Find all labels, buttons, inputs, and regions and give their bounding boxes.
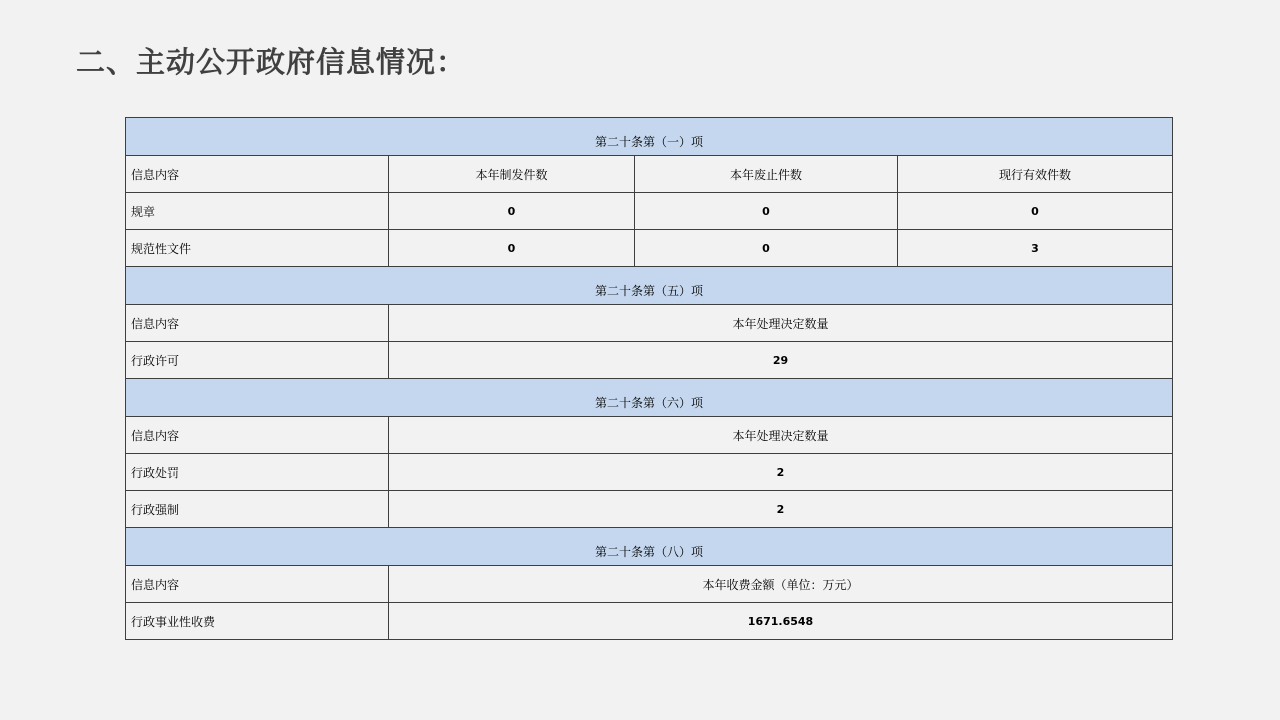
section-header: 第二十条第（八）项 xyxy=(126,528,1173,566)
decision-count: 2 xyxy=(389,454,1173,491)
table-row xyxy=(126,491,1173,528)
row-label: 规章 xyxy=(126,193,389,230)
section-header-row xyxy=(126,528,1173,566)
table-row xyxy=(126,193,1173,230)
row-label: 行政处罚 xyxy=(126,454,389,491)
column-header-decisions: 本年处理决定数量 xyxy=(389,417,1173,454)
column-header-content: 信息内容 xyxy=(126,305,389,342)
section-header: 第二十条第（一）项 xyxy=(126,118,1173,156)
section-header-row xyxy=(126,379,1173,417)
column-header-row xyxy=(126,566,1173,603)
page-title: 二、主动公开政府信息情况： xyxy=(76,45,467,79)
table-row xyxy=(126,342,1173,379)
valid-count: 3 xyxy=(898,230,1173,267)
column-header-content: 信息内容 xyxy=(126,417,389,454)
row-label: 行政事业性收费 xyxy=(126,603,389,640)
column-header-fees: 本年收费金额（单位：万元） xyxy=(389,566,1173,603)
section-header: 第二十条第（五）项 xyxy=(126,267,1173,305)
abolished-count: 0 xyxy=(635,230,898,267)
table-row xyxy=(126,603,1173,640)
table-row xyxy=(126,230,1173,267)
row-label: 规范性文件 xyxy=(126,230,389,267)
issued-count: 0 xyxy=(389,193,635,230)
column-header-row xyxy=(126,417,1173,454)
section-header-row xyxy=(126,267,1173,305)
column-header-row xyxy=(126,156,1173,193)
column-header-content: 信息内容 xyxy=(126,566,389,603)
row-label: 行政强制 xyxy=(126,491,389,528)
column-header-content: 信息内容 xyxy=(126,156,389,193)
column-header-valid: 现行有效件数 xyxy=(898,156,1173,193)
decision-count: 2 xyxy=(389,491,1173,528)
row-label: 行政许可 xyxy=(126,342,389,379)
column-header-row xyxy=(126,305,1173,342)
column-header-abolished: 本年废止件数 xyxy=(635,156,898,193)
fee-amount: 1671.6548 xyxy=(389,603,1173,640)
table-row xyxy=(126,454,1173,491)
abolished-count: 0 xyxy=(635,193,898,230)
decision-count: 29 xyxy=(389,342,1173,379)
section-header-row xyxy=(126,118,1173,156)
issued-count: 0 xyxy=(389,230,635,267)
section-header: 第二十条第（六）项 xyxy=(126,379,1173,417)
column-header-issued: 本年制发件数 xyxy=(389,156,635,193)
valid-count: 0 xyxy=(898,193,1173,230)
disclosure-table xyxy=(125,117,1173,640)
column-header-decisions: 本年处理决定数量 xyxy=(389,305,1173,342)
